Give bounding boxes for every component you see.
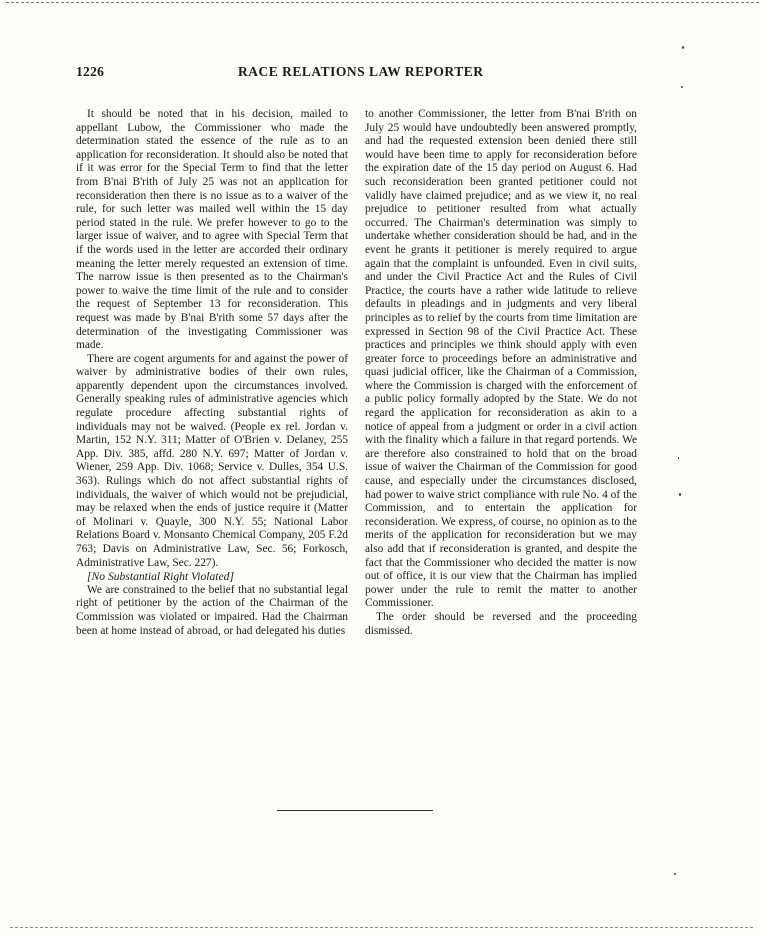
paragraph: We are constrained to the belief that no substantial legal right of petitioner by the action of the Chairman of the Commission was violated or impaired. Had the Chairman been at home instead of abroad, or had delegated his duties	[76, 583, 348, 637]
left-column	[76, 108, 348, 638]
running-head: RACE RELATIONS LAW REPORTER	[238, 64, 484, 79]
scan-bottom-border	[10, 927, 753, 928]
paragraph: The order should be reversed and the proceeding dismissed.	[365, 610, 637, 637]
scan-speck	[681, 86, 683, 88]
paragraph: to another Commissioner, the letter from B'nai B'rith on July 25 would have undoubtedly been answered promptly, and had the requested extension been denied there still would have been time to apply for reconsideration before the expiration date of the 15 day period on August 6. Had such reconsideration been granted petitioner could not validly have claimed prejudice; and as we view it, no real prejudice to petitioner resulted from what actually occurred. The Chairman's determination was simply to undertake whether consideration should be had, and in the event he grants it petitioner is merely required to argue again that the complaint is unfounded. Even in civil suits, and under the Civil Practice Act and the Rules of Civil Practice, the courts have a rather wide latitude to relieve defaults in pleadings and in judgments and very liberal principles as to relief by the courts from time limitation are expressed in Section 98 of the Civil Practice Act. These practices and principles we think should apply with even greater force to proceedings before an administrative and quasi judicial officer, like the Chairman of a Commission, where the Commission is charged with the enforcement of a public policy formally adopted by the State. We do not regard the application for reconsideration as akin to a notice of appeal from a judgment or order in a civil action with the finality which a failure in that regard portends. We are therefore also constrained to hold that on the broad issue of waiver the Chairman of the Commission for good cause, and especially under the circumstances disclosed, had power to waive strict compliance with rule No. 4 of the Commission, and to entertain the application for reconsideration. We express, of course, no opinion as to the merits of the application for reconsideration but we may also add that if reconsideration is granted, and despite the fact that the Commissioner who decided the matter is now out of office, it is our view that the Chairman has implied power under the rule to remit the matter to another Commissioner.	[365, 108, 637, 610]
paragraph: There are cogent arguments for and against the power of waiver by administrative bodies of their own rules, apparently dependent upon the circumstances involved. Generally speaking rules of administrative agencies which regulate procedure affecting substantial rights of individuals may not be waived. (People ex rel. Jordan v. Martin, 152 N.Y. 311; Matter of O'Brien v. Delaney, 255 App. Div. 385, affd. 280 N.Y. 697; Matter of Jordan v. Wiener, 259 App. Div. 1068; Service v. Dulles, 354 U.S. 363). Rulings which do not affect substantial rights of individuals, the waiver of which would not be prejudicial, may be relaxed when the ends of justice require it (Matter of Molinari v. Quayle, 300 N.Y. 55; National Labor Relations Board v. Monsanto Chemical Company, 205 F.2d 763; Davis on Administrative Law, Sec. 56; Forkosch, Administrative Law, Sec. 227).	[76, 352, 348, 569]
paragraph: It should be noted that in his decision, mailed to appellant Lubow, the Commissioner who made the determination stated the essence of the rule as to an application for reconsideration. It should also be noted that if it was error for the Special Term to find that the letter from B'nai B'rith of July 25 was not an application for reconsideration then there is no issue as to a waiver of the rule, for such letter was mailed well within the 15 day period stated in the rule. We prefer however to go to the larger issue of waiver, and to agree with Special Term that if the words used in the letter are accorded their ordinary meaning the letter merely requested an extension of time. The narrow issue is then presented as to the Chairman's power to waive the time limit of the rule and to consider the request of September 13 for reconsideration. This request was made by B'nai B'rith some 57 days after the determination of the investigating Commissioner was made.	[76, 108, 348, 352]
section-heading: [No Substantial Right Violated]	[87, 570, 234, 584]
right-column	[365, 108, 637, 638]
page-number: 1226	[76, 64, 105, 79]
scan-top-border	[6, 2, 759, 3]
scan-speck	[682, 46, 685, 50]
scan-speck	[674, 873, 676, 875]
scan-speck	[679, 493, 681, 496]
end-rule	[277, 810, 433, 811]
scan-speck	[678, 457, 679, 459]
